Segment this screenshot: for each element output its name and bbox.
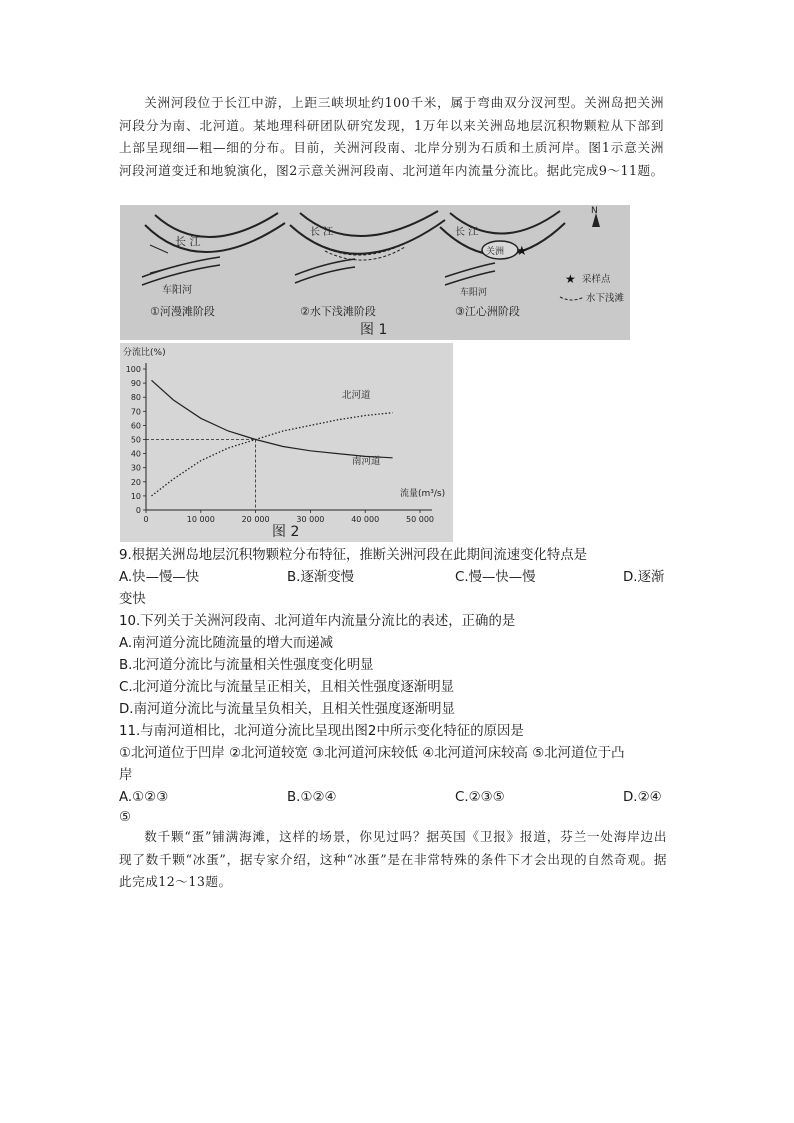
q11-option-d[interactable]: D.②④ (623, 790, 662, 805)
legend-star-icon: ★ (565, 272, 576, 286)
figure-1-caption: 图 1 (360, 322, 388, 338)
x-tick-label: 10 000 (186, 515, 215, 524)
q11-items-continued: 岸 (119, 768, 133, 783)
q10-option-a[interactable]: A.南河道分流比随流量的增大而递减 (119, 636, 334, 651)
stage-2-label: ②水下浅滩阶段 (300, 305, 376, 318)
y-tick-label: 0 (135, 506, 141, 515)
tributary-label-3: 车阳河 (460, 288, 488, 298)
y-tick-label: 90 (130, 379, 141, 389)
stage-3-label: ③江心洲阶段 (455, 305, 520, 318)
river-label-3: 长 江 (455, 227, 479, 238)
y-tick-label: 60 (130, 421, 141, 431)
y-tick-label: 40 (130, 449, 141, 459)
q9-option-d-continued: 变快 (119, 592, 146, 607)
passage-1-text: 关洲河段位于长江中游，上距三峡坝址约100千米，属于弯曲双分汊河型。关洲岛把关洲河段分为南、北河道。某地理科研团队研究发现，1万年以来关洲岛地层沉积物颗粒从下部到上部呈现细—粗—细的分布。目前，关洲河段南、北岸分别为石质和土质河岸。图1示意关洲河段河道变迁和地貌演化，图2示意关洲河段南、北河道年内流量分流比。据此完成9～11题。 (119, 95, 664, 178)
y-tick-label: 80 (130, 393, 141, 403)
y-tick-label: 70 (130, 407, 141, 417)
q11-option-d-continued: ⑤ (119, 810, 132, 825)
legend-sample: 采样点 (582, 274, 611, 285)
series-north-line (152, 413, 393, 496)
passage-1 (119, 92, 664, 182)
figure-2 (120, 343, 453, 542)
x-ticks (143, 510, 434, 524)
passage-2-text: 数千颗“蛋”铺满海滩，这样的场景，你见过吗？据英国《卫报》报道，芬兰一处海岸边出现了数千颗“冰蛋”，据专家介绍，这种“冰蛋”是在非常特殊的条件下才会出现的自然奇观。据此完成12～13题。 (119, 829, 667, 889)
y-tick-label: 30 (130, 463, 141, 473)
tributary-label-1: 车阳河 (162, 285, 192, 296)
question-9-stem: 9.根据关洲岛地层沉积物颗粒分布特征，推断关洲河段在此期间流速变化特点是 (119, 548, 588, 563)
figure-1 (120, 205, 630, 340)
reference-lines (146, 440, 256, 511)
x-tick-label: 30 000 (296, 515, 325, 524)
y-tick-label: 10 (130, 491, 141, 501)
legend-shoal: 水下浅滩 (586, 293, 625, 304)
q10-option-d[interactable]: D.南河道分流比与流量呈负相关，且相关性强度逐渐明显 (119, 702, 455, 717)
x-axis-title: 流量(m³/s) (400, 489, 446, 499)
river-label-2: 长 江 (310, 227, 334, 238)
y-tick-label: 50 (130, 435, 141, 445)
q10-option-b[interactable]: B.北河道分流比与流量相关性强度变化明显 (119, 658, 374, 673)
question-9-options (119, 567, 667, 589)
legend-shoal-icon (560, 297, 584, 300)
island-label: 关洲 (486, 247, 505, 257)
stage-1-label: ①河漫滩阶段 (150, 305, 215, 318)
question-11-options (119, 787, 667, 809)
stage-1-diagram (142, 213, 285, 318)
q11-option-c[interactable]: C.②③⑤ (455, 790, 505, 805)
river-label-1: 长 江 (175, 235, 201, 248)
passage-2 (119, 826, 667, 894)
question-10-stem: 10.下列关于关洲河段南、北河道年内流量分流比的表述，正确的是 (119, 614, 516, 629)
stage-3-diagram (440, 211, 565, 318)
figure-2-caption: 图 2 (272, 524, 300, 540)
stage-2-diagram (290, 211, 445, 318)
x-tick-label: 0 (143, 515, 149, 524)
x-tick-label: 50 000 (406, 515, 434, 524)
q10-option-c[interactable]: C.北河道分流比与流量呈正相关，且相关性强度逐渐明显 (119, 680, 454, 695)
y-axis-title: 分流比(%) (123, 348, 166, 358)
q9-option-c[interactable]: C.慢—快—慢 (455, 570, 536, 585)
y-tick-label: 100 (125, 365, 141, 374)
y-ticks (126, 365, 146, 515)
north-label: N (591, 206, 598, 216)
x-tick-label: 40 000 (351, 515, 380, 524)
q11-option-b[interactable]: B.①②④ (287, 790, 337, 805)
q9-option-b[interactable]: B.逐渐变慢 (287, 570, 355, 585)
y-tick-label: 20 (130, 477, 141, 487)
q9-option-a[interactable]: A.快—慢—快 (119, 570, 200, 585)
series-label-north: 北河道 (342, 390, 371, 401)
series-label-south: 南河道 (352, 456, 381, 467)
q11-items: ①北河道位于凹岸 ②北河道较宽 ③北河道河床较低 ④北河道河床较高 ⑤北河道位于凸 (119, 746, 625, 761)
question-11-stem: 11.与南河道相比，北河道分流比呈现出图2中所示变化特征的原因是 (119, 724, 524, 739)
sample-point-star: ★ (516, 244, 528, 259)
q11-option-a[interactable]: A.①②③ (119, 790, 169, 805)
x-tick-label: 20 000 (241, 515, 270, 524)
chart-axes (146, 363, 432, 510)
q9-option-d[interactable]: D.逐渐 (623, 570, 665, 585)
